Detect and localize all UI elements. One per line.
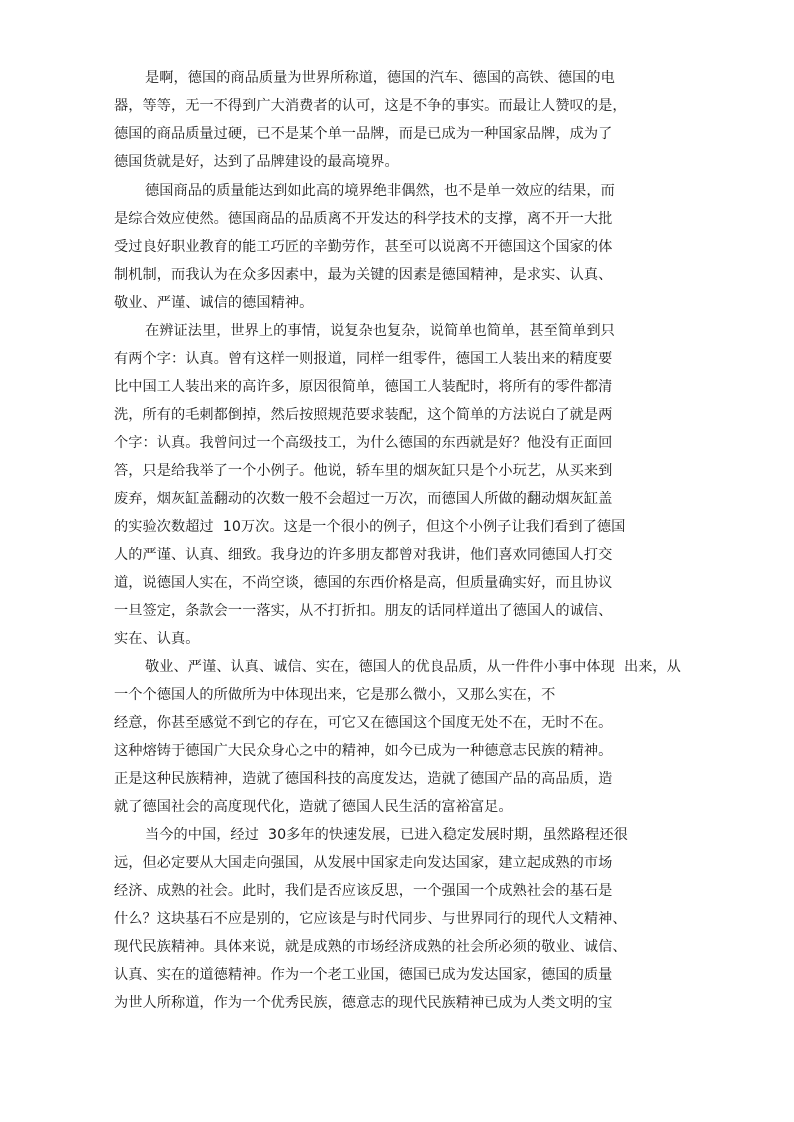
text-line: 是综合效应使然。德国商品的品质离不开发达的科学技术的支撑，离不开一大批	[114, 211, 613, 227]
text-line: 经意，你甚至感觉不到它的存在，可它又在德国这个国度无处不在，无时不在。	[114, 715, 613, 731]
text-line: 个字：认真。我曾问过一个高级技工，为什么德国的东西就是好？他没有正面回	[114, 435, 613, 451]
text-line: 有两个字：认真。曾有这样一则报道，同样一组零件，德国工人装出来的精度要	[114, 351, 613, 367]
text-line: 敬业、严谨、诚信的德国精神。	[114, 295, 314, 311]
text-line: 器，等等，无一不得到广大消费者的认可，这是不争的事实。而最让人赞叹的是，	[114, 98, 627, 114]
text-line: 在辨证法里，世界上的事情，说复杂也复杂，说简单也简单，甚至简单到只	[145, 323, 615, 339]
text-line: 一个个德国人的所做所为中体现出来，它是那么微小，又那么实在，不	[114, 687, 556, 703]
text-line: 远，但必定要从大国走向强国，从发展中国家走向发达国家，建立起成熟的市场	[114, 855, 613, 871]
text-line: 正是这种民族精神，造就了德国科技的高度发达，造就了德国产品的高品质，造	[114, 771, 613, 787]
text-line: 洗，所有的毛刺都倒掉，然后按照规范要求装配，这个简单的方法说白了就是两	[114, 407, 613, 423]
text-line: 的实验次数超过 10万次。这是一个很小的例子，但这个小例子让我们看到了德国	[114, 519, 626, 535]
text-line: 制机制，而我认为在众多因素中，最为关键的因素是德国精神，是求实、认真、	[114, 267, 613, 283]
text-line: 德国货就是好，达到了品牌建设的最高境界。	[114, 154, 399, 170]
text-line: 德国的商品质量过硬，已不是某个单一品牌，而是已成为一种国家品牌，成为了	[114, 126, 613, 142]
text-line: 当今的中国，经过 30多年的快速发展，已进入稳定发展时期，虽然路程还很	[145, 827, 628, 843]
text-line: 实在、认真。	[114, 631, 200, 647]
text-line: 一旦签定，条款会一一落实，从不打折扣。朋友的话同样道出了德国人的诚信、	[114, 603, 613, 619]
text-line: 答，只是给我举了一个小例子。他说，轿车里的烟灰缸只是个小玩艺，从买来到	[114, 463, 613, 479]
text-line: 是啊，德国的商品质量为世界所称道，德国的汽车、德国的高铁、德国的电	[145, 70, 615, 86]
text-line: 人的严谨、认真、细致。我身边的许多朋友都曾对我讲，他们喜欢同德国人打交	[114, 547, 613, 563]
text-line: 什么？这块基石不应是别的，它应该是与时代同步、与世界同行的现代人文精神、	[114, 911, 627, 927]
text-line: 废弃，烟灰缸盖翻动的次数一般不会超过一万次，而德国人所做的翻动烟灰缸盖	[114, 491, 613, 507]
text-line: 经济、成熟的社会。此时，我们是否应该反思，一个强国一个成熟社会的基石是	[114, 883, 613, 899]
text-line: 德国商品的质量能达到如此高的境界绝非偶然，也不是单一效应的结果，而	[145, 183, 615, 199]
text-line: 这种熔铸于德国广大民众身心之中的精神，如今已成为一种德意志民族的精神。	[114, 743, 613, 759]
text-line: 认真、实在的道德精神。作为一个老工业国，德国已成为发达国家，德国的质量	[114, 967, 613, 983]
text-line: 现代民族精神。具体来说，就是成熟的市场经济成熟的社会所必须的敬业、诚信、	[114, 939, 627, 955]
text-line: 比中国工人装出来的高许多，原因很简单，德国工人装配时，将所有的零件都清	[114, 379, 613, 395]
text-line: 为世人所称道，作为一个优秀民族，德意志的现代民族精神已成为人类文明的宝	[114, 995, 613, 1011]
text-line: 受过良好职业教育的能工巧匠的辛勤劳作，甚至可以说离不开德国这个国家的体	[114, 239, 613, 255]
text-line: 就了德国社会的高度现代化，造就了德国人民生活的富裕富足。	[114, 799, 513, 815]
text-line: 敬业、严谨、认真、诚信、实在，德国人的优良品质，从一件件小事中体现 出来，从	[145, 659, 681, 675]
text-line: 道，说德国人实在，不尚空谈，德国的东西价格是高，但质量确实好，而且协议	[114, 575, 613, 591]
